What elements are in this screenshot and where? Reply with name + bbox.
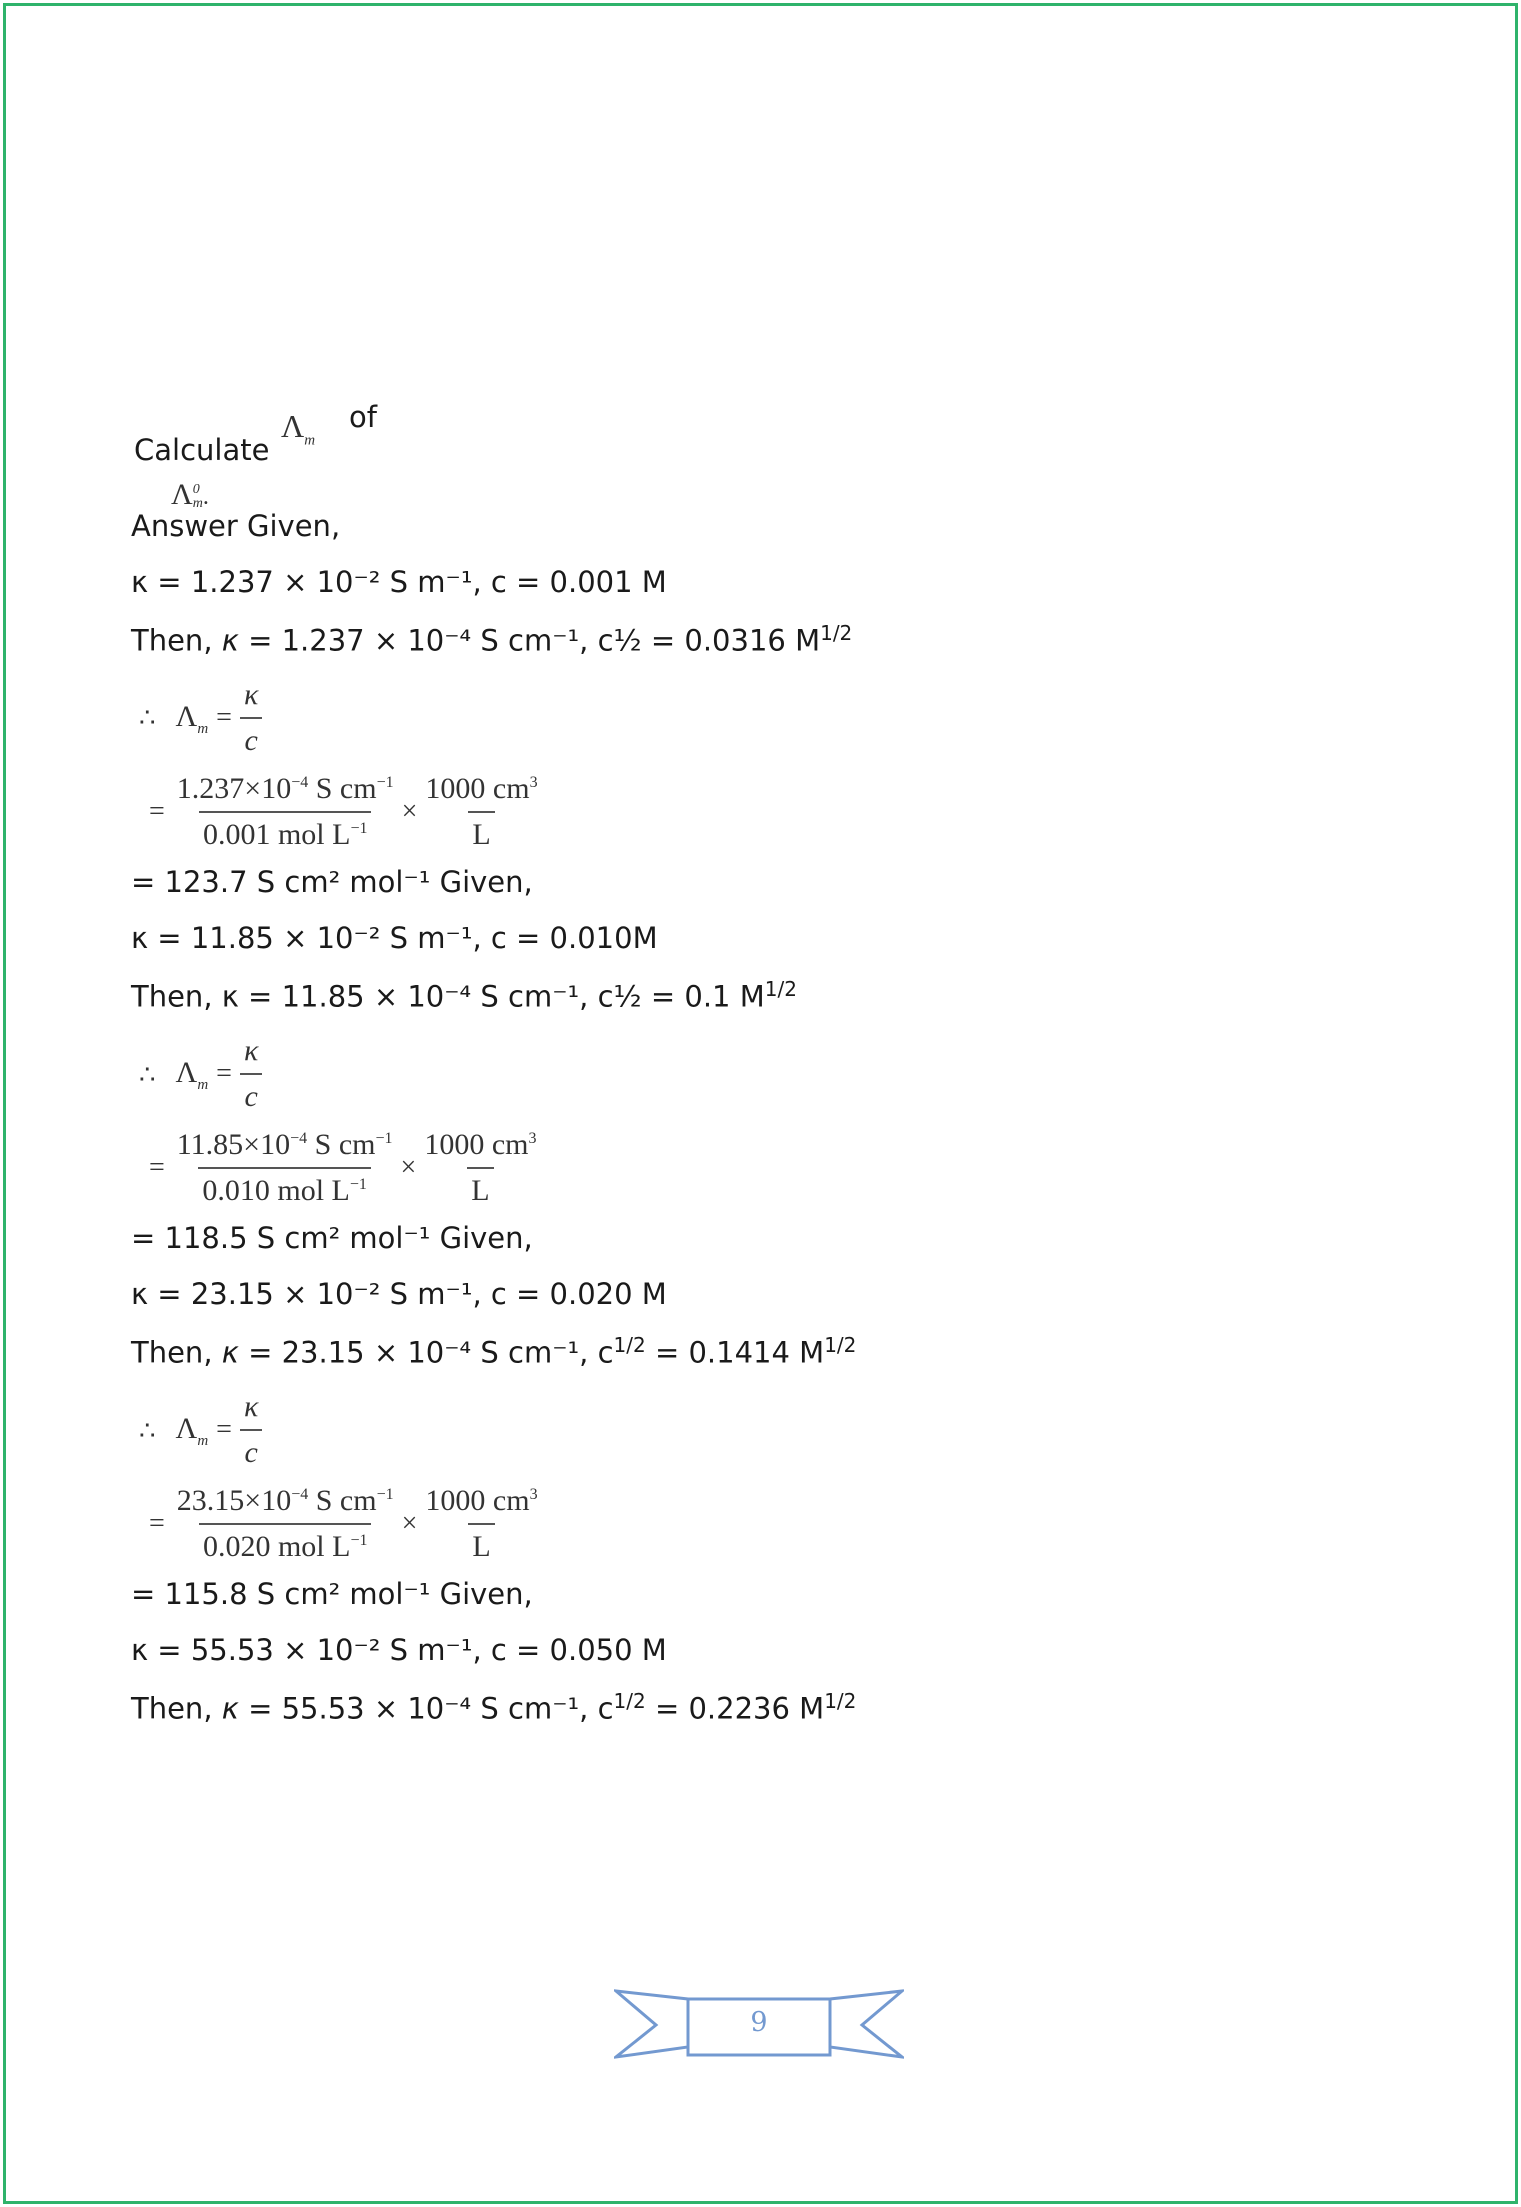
document-body xyxy=(131,395,1331,1747)
kappa-symbol: κ xyxy=(221,1691,239,1726)
equals-sign: = xyxy=(149,1152,165,1184)
lambda-subscript: m xyxy=(197,1432,209,1449)
fraction-numerator xyxy=(420,1127,540,1167)
fraction-numerator xyxy=(421,1483,541,1523)
denominator-value: 0.010 mol L xyxy=(202,1174,350,1208)
page-number-badge xyxy=(614,1985,904,2069)
exponent: 1/2 xyxy=(820,620,853,645)
kappa-symbol: κ xyxy=(221,1335,239,1370)
fraction-denominator: c xyxy=(240,1073,261,1115)
lambda-m xyxy=(176,1411,209,1450)
exponent: −1 xyxy=(376,774,394,792)
exponent: −1 xyxy=(350,820,368,838)
exponent: −4 xyxy=(290,1130,308,1148)
kappa-over-c-fraction xyxy=(240,1033,262,1115)
unit-conversion-fraction xyxy=(420,1127,540,1209)
fraction-numerator xyxy=(173,1483,398,1523)
fraction-denominator: c xyxy=(240,1429,261,1471)
times-sign: × xyxy=(400,1152,417,1184)
exponent: −4 xyxy=(291,774,309,792)
exponent: 1/2 xyxy=(824,1688,857,1713)
fraction-numerator xyxy=(173,1127,397,1167)
lambda-glyph: Λ xyxy=(281,408,305,444)
then-line-2 xyxy=(131,977,1331,1014)
given-line-3: κ = 23.15 × 10⁻² S m⁻¹, c = 0.020 M xyxy=(131,1276,667,1311)
fraction-numerator: κ xyxy=(243,1034,259,1068)
lambda-m xyxy=(176,1055,209,1094)
numerator-value: 11.85×10 xyxy=(176,1128,291,1162)
then-text: Then, xyxy=(131,1335,222,1370)
lambda-subscript: m xyxy=(304,432,316,449)
lambda-subscript: m xyxy=(192,496,203,512)
limiting-molar-conductivity-symbol xyxy=(171,477,209,513)
numerator-value: 1000 cm xyxy=(425,1484,530,1518)
result-line-3: = 115.8 S cm² mol⁻¹ Given, xyxy=(131,1577,533,1612)
conductivity-fraction xyxy=(173,771,398,853)
then-values: = 55.53 × 10⁻⁴ S cm⁻¹, c xyxy=(238,1691,614,1726)
lambda-subscript: m xyxy=(197,720,209,737)
fraction-numerator: κ xyxy=(243,678,259,712)
then-line-1 xyxy=(131,621,1331,658)
numerator-unit: S cm xyxy=(308,1484,377,1518)
therefore-symbol: ∴ xyxy=(139,1415,156,1445)
exponent: −1 xyxy=(375,1130,393,1148)
denominator-value: 0.020 mol L xyxy=(202,1530,351,1564)
given-line-2: κ = 11.85 × 10⁻² S m⁻¹, c = 0.010M xyxy=(131,920,658,955)
fraction-denominator: L xyxy=(468,811,494,853)
exponent: −4 xyxy=(291,1486,309,1504)
then-values: = 0.2236 M xyxy=(645,1691,825,1726)
of-text: of xyxy=(349,400,377,434)
fraction-numerator: κ xyxy=(243,1390,259,1424)
times-sign: × xyxy=(401,796,418,828)
formula-definition-1 xyxy=(139,679,1331,757)
lambda-superscript: 0 xyxy=(192,482,200,498)
denominator-value: 0.001 mol L xyxy=(202,818,351,852)
lambda-m xyxy=(176,699,209,738)
equals-sign: = xyxy=(216,1414,232,1446)
therefore-symbol: ∴ xyxy=(139,703,156,733)
fraction-denominator: L xyxy=(468,1523,494,1565)
answer-line: Answer Given, xyxy=(131,509,341,543)
numerator-value: 23.15×10 xyxy=(176,1484,292,1518)
formula-definition-2 xyxy=(139,1035,1331,1113)
lambda-glyph: Λ xyxy=(171,478,193,511)
exponent: 1/2 xyxy=(824,1332,857,1357)
given-line-1: κ = 1.237 × 10⁻² S m⁻¹, c = 0.001 M xyxy=(131,564,667,599)
exponent: 1/2 xyxy=(764,976,797,1001)
result-line-1: = 123.7 S cm² mol⁻¹ Given, xyxy=(131,865,533,900)
given-line-4: κ = 55.53 × 10⁻² S m⁻¹, c = 0.050 M xyxy=(131,1632,667,1667)
fraction-denominator xyxy=(199,1523,372,1565)
kappa-over-c-fraction xyxy=(240,677,262,759)
fraction-numerator xyxy=(421,771,541,811)
then-line-4 xyxy=(131,1689,1331,1726)
lambda-subscript: m xyxy=(197,1076,209,1093)
exponent: −1 xyxy=(349,1176,367,1194)
then-line-3 xyxy=(131,1333,1331,1370)
then-text: Then, xyxy=(131,1691,222,1726)
lambda-glyph: Λ xyxy=(175,1055,198,1089)
numerator-value: 1000 cm xyxy=(424,1128,529,1162)
numerator-unit: S cm xyxy=(308,772,377,806)
kappa-over-c-fraction xyxy=(240,1389,262,1471)
equals-sign: = xyxy=(149,796,165,828)
kappa-symbol: κ xyxy=(221,623,239,658)
lambda-scripts xyxy=(193,483,203,511)
fraction-numerator xyxy=(173,771,398,811)
molar-conductivity-symbol xyxy=(281,407,315,449)
fraction-denominator: L xyxy=(467,1167,493,1209)
question-heading xyxy=(131,395,1331,512)
then-values: = 0.1414 M xyxy=(645,1335,825,1370)
unit-conversion-fraction xyxy=(421,771,541,853)
period: . xyxy=(202,484,209,510)
page-number: 9 xyxy=(750,2007,768,2038)
equals-sign: = xyxy=(149,1508,165,1540)
result-line-2: = 118.5 S cm² mol⁻¹ Given, xyxy=(131,1221,533,1256)
formula-substitution-3 xyxy=(141,1479,1331,1569)
exponent: −1 xyxy=(376,1486,394,1504)
formula-definition-3 xyxy=(139,1391,1331,1469)
then-values: Then, κ = 11.85 × 10⁻⁴ S cm⁻¹, c½ = 0.1 M xyxy=(131,979,765,1014)
exponent: 1/2 xyxy=(613,1688,646,1713)
then-values: = 23.15 × 10⁻⁴ S cm⁻¹, c xyxy=(238,1335,614,1370)
fraction-denominator xyxy=(198,1167,371,1209)
exponent: 3 xyxy=(528,1130,537,1148)
lambda-glyph: Λ xyxy=(175,1411,198,1445)
exponent: 3 xyxy=(529,774,538,792)
equals-sign: = xyxy=(216,1058,232,1090)
formula-substitution-2 xyxy=(141,1123,1331,1213)
numerator-value: 1.237×10 xyxy=(176,772,292,806)
fraction-denominator xyxy=(199,811,372,853)
therefore-symbol: ∴ xyxy=(139,1059,156,1089)
unit-conversion-fraction xyxy=(421,1483,541,1565)
conductivity-fraction xyxy=(173,1127,397,1209)
exponent: −1 xyxy=(350,1532,368,1550)
lambda-glyph: Λ xyxy=(175,699,198,733)
formula-substitution-1 xyxy=(141,767,1331,857)
exponent: 3 xyxy=(529,1486,538,1504)
then-values: = 1.237 × 10⁻⁴ S cm⁻¹, c½ = 0.0316 M xyxy=(238,623,821,658)
numerator-unit: S cm xyxy=(307,1128,376,1162)
equals-sign: = xyxy=(216,702,232,734)
times-sign: × xyxy=(401,1508,418,1540)
calculate-text: Calculate xyxy=(134,433,270,467)
fraction-denominator: c xyxy=(240,717,261,759)
exponent: 1/2 xyxy=(613,1332,646,1357)
conductivity-fraction xyxy=(173,1483,398,1565)
then-text: Then, xyxy=(131,623,222,658)
numerator-value: 1000 cm xyxy=(425,772,530,806)
